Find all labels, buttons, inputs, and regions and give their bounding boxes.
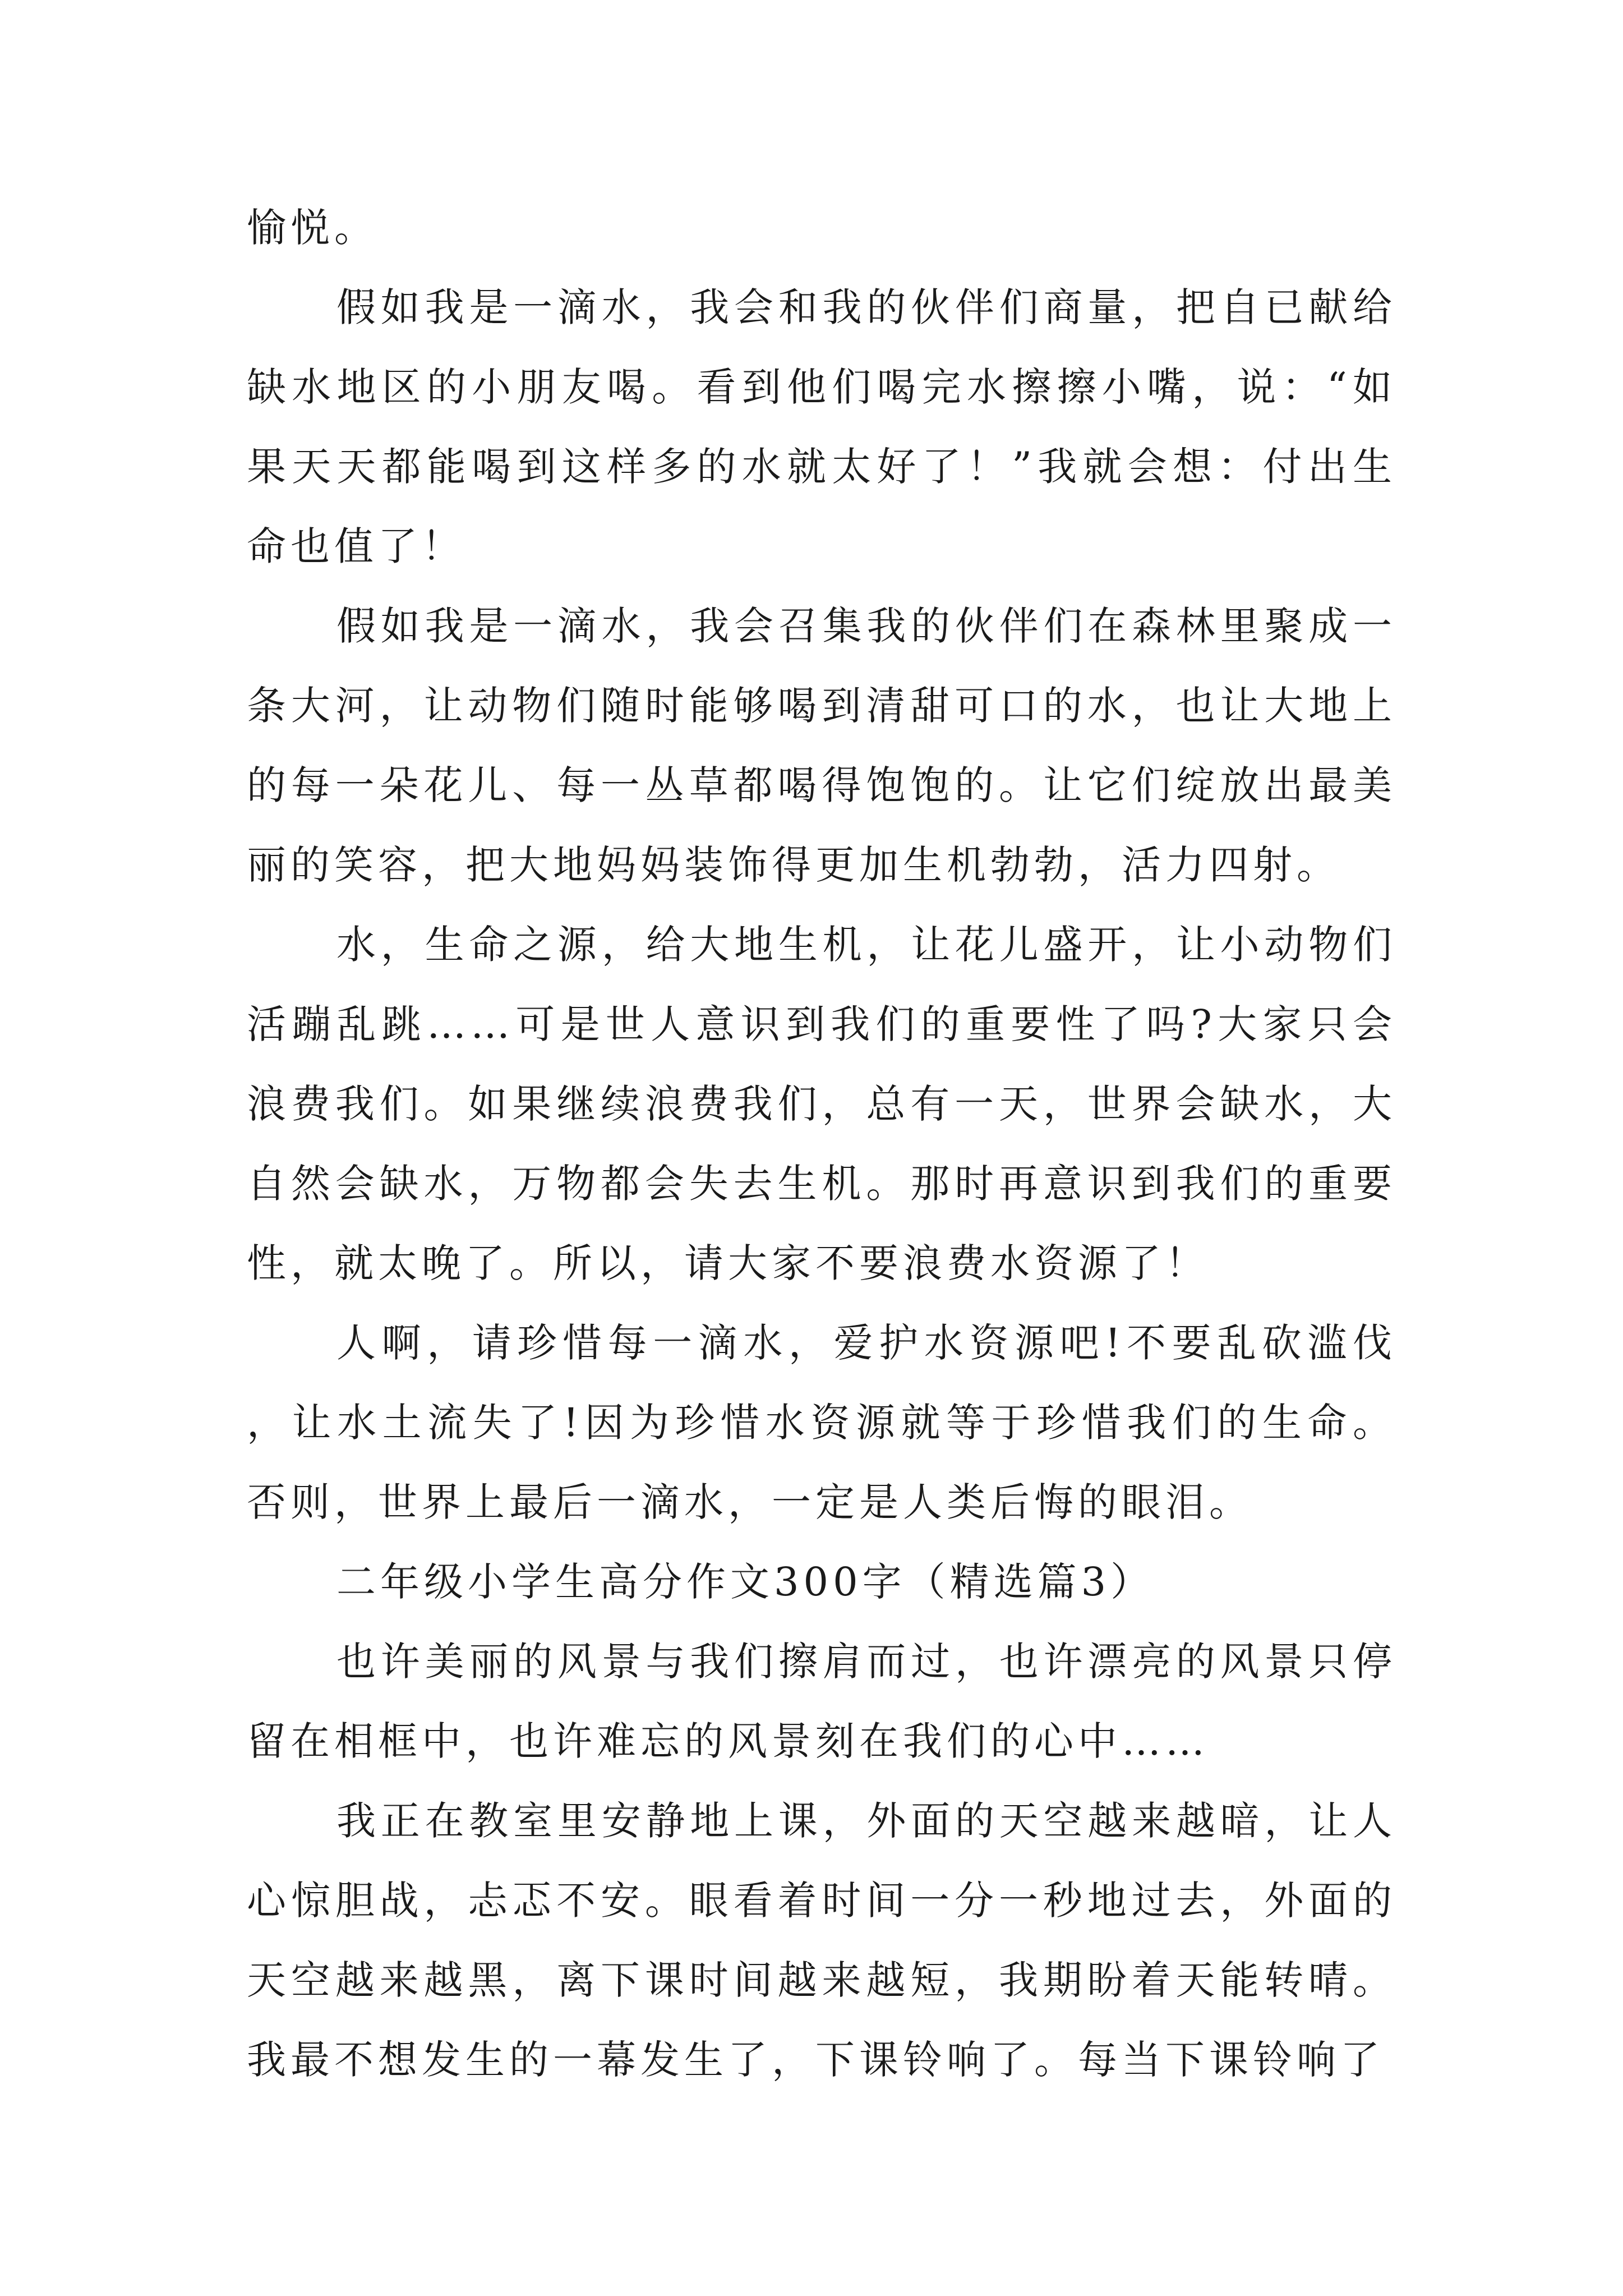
document-body [247,188,1396,2100]
paragraph-5: 人啊，请珍惜每一滴水，爱护水资源吧!不要乱砍滥伐，让水土流失了!因为珍惜水资源就等于珍惜我们的生命。否则，世界上最后一滴水，一定是人类后悔的眼泪。 [247,1320,1396,1525]
paragraph-2: 假如我是一滴水，我会和我的伙伴们商量，把自已献给缺水地区的小朋友喝。看到他们喝完水擦擦小嘴，说：“如果天天都能喝到这样多的水就太好了！”我就会想：付出生命也值了！ [247,284,1396,569]
paragraph-3: 假如我是一滴水，我会召集我的伙伴们在森林里聚成一条大河，让动物们随时能够喝到清甜可口的水，也让大地上的每一朵花儿、每一丛草都喝得饱饱的。让它们绽放出最美丽的笑容，把大地妈妈装饰得更加生机勃勃，活力四射。 [247,603,1396,888]
paragraph-1: 愉悦。 [247,205,378,251]
section-heading: 二年级小学生高分作文300字（精选篇3） [336,1559,1155,1605]
paragraph-7: 我正在教室里安静地上课，外面的天空越来越暗，让人心惊胆战，忐忑不安。眼看着时间一分一秒地过去，外面的天空越来越黑，离下课时间越来越短，我期盼着天能转晴。我最不想发生的一幕发生了，下课铃响了。每当下课铃响了 [247,1798,1396,2083]
paragraph-4: 水，生命之源，给大地生机，让花儿盛开，让小动物们活蹦乱跳……可是世人意识到我们的重要性了吗?大家只会浪费我们。如果继续浪费我们，总有一天，世界会缺水，大自然会缺水，万物都会失去生机。那时再意识到我们的重要性，就太晚了。所以，请大家不要浪费水资源了！ [247,922,1396,1286]
paragraph-6: 也许美丽的风景与我们擦肩而过，也许漂亮的风景只停留在相框中，也许难忘的风景刻在我们的心中…… [247,1639,1396,1764]
